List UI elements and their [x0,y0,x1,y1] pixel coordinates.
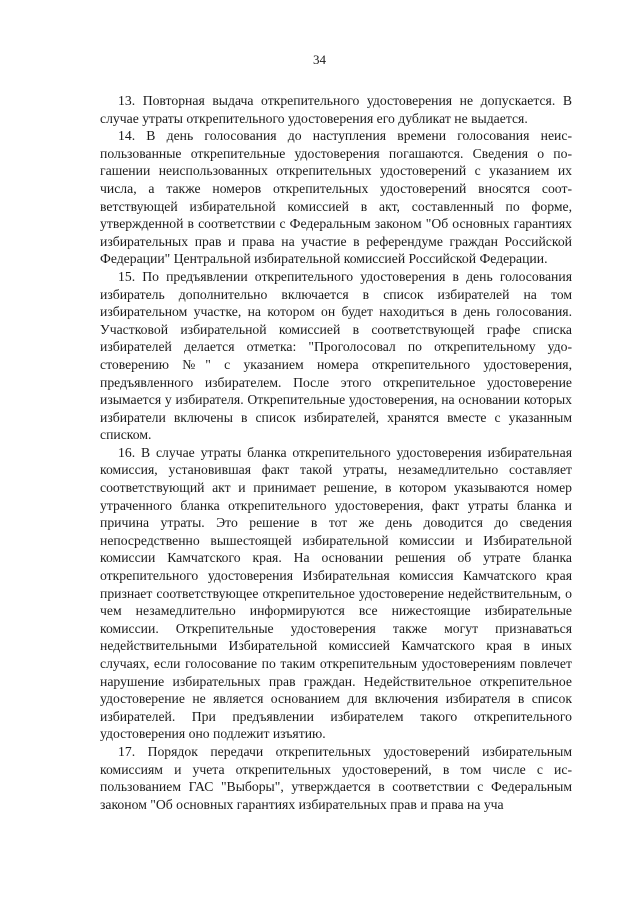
paragraph-15: 15. По предъявлении открепительного удостоверения в день голосования избиратель дополнительно включается в список избирателей на том избирательном участке, на котором он будет находиться в день голосования. Участковой избирательной комиссией в соответствующей графе списка избирателей делается отметка: "Проголосовал по открепительному удостоверению №" с указанием номера открепительного удостоверения, предъявленного избирателем. После этого открепительное удостоверение изымается у избирателя. Открепительные удостоверения, на основании которых избиратели включены в список избирателей, хранятся вместе с указанным списком. [100,268,572,443]
paragraph-13: 13. Повторная выдача открепительного удостоверения не допускается. В случае утраты открепительного удостоверения его дубликат не выдается. [100,93,572,126]
paragraph-14: 14. В день голосования до наступления времени голосования неиспользованные открепительные удостоверения погашаются. Сведения о погашении неиспользованных открепительных удостоверений с указанием их числа, а также номеров открепительных удостоверений вносятся соответствующей избирательной комиссией в акт, составленный по форме, утвержденной в соответствии с Федеральным законом "Об основных гарантиях избирательных прав и права на участие в референдуме граждан Российской Федерации" Центральной избирательной комиссией Российской Федерации. [100,128,572,267]
document-body [100,92,572,813]
paragraph-17: 17. Порядок передачи открепительных удостоверений избирательным комиссиям и учета открепительных удостоверений, в том числе с использованием ГАС "Выборы", утверждается в соответствии с Федеральным законом "Об основных гарантиях избирательных прав и права на уча [100,743,572,812]
page-number: 34 [313,52,326,67]
paragraph-16: 16. В случае утраты бланка открепительного удостоверения избирательная комиссия, установившая факт такой утраты, незамедлительно составляет соответствующий акт и принимает решение, в котором указываются номер утраченного бланка открепительного удостоверения, факт утраты бланка и причина утраты. Это решение в тот же день доводится до сведения непосредственно вышестоящей избирательной комиссии и Избирательной комиссии Камчатского края. На основании решения об утрате бланка открепительного удостоверения Избирательная комиссия Камчатского края признает соответствующее открепительное удостоверение недействительным, о чем незамедлительно информируются все нижестоящие избирательные комиссии. Открепительные удостоверения также могут признаваться недействительными Избирательной комиссией Камчатского края в иных случаях, если голосование по таким открепительным удостоверениям повлечет нарушение избирательных прав граждан. Недействительное открепительное удостоверение не является основанием для включения избирателя в список избирателей. При предъявлении избирателем такого открепительного удостоверения оно подлежит изъятию. [100,444,572,742]
